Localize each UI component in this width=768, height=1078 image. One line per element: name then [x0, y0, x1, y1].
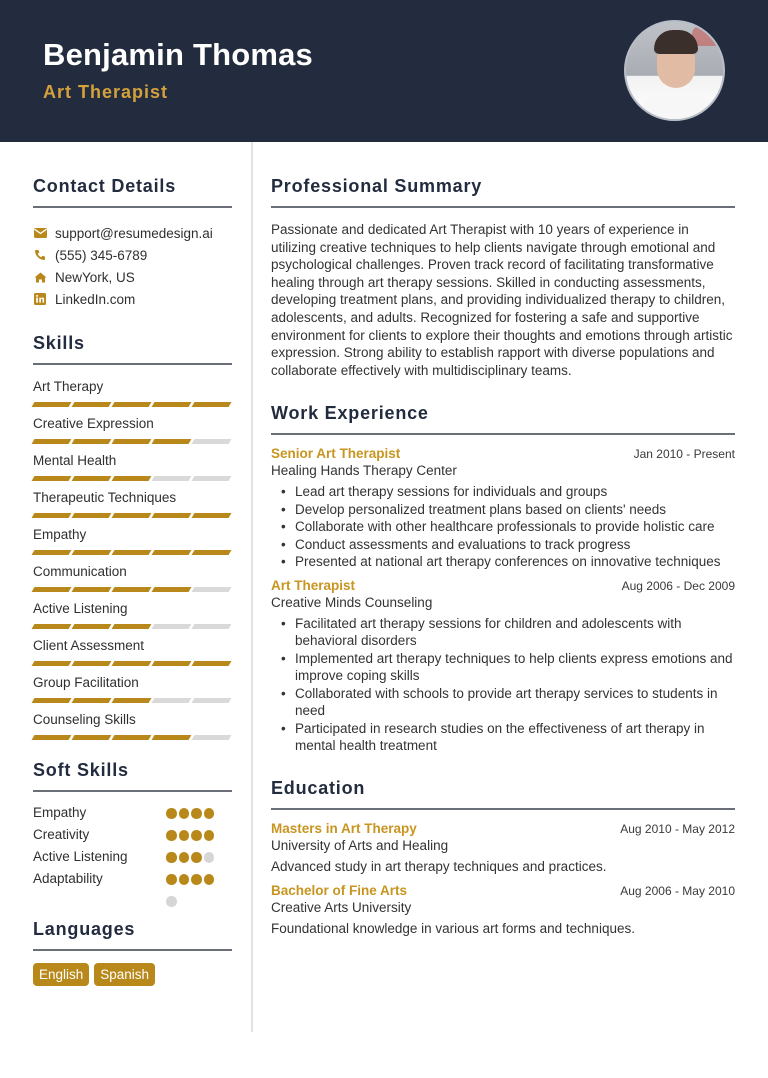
skill-segment-filled [72, 587, 112, 592]
skill-segment-filled [152, 402, 192, 407]
job-organization: Creative Minds Counseling [271, 594, 433, 610]
envelope-icon [33, 226, 47, 240]
education-description: Advanced study in art therapy techniques and practices. [271, 858, 607, 874]
resume-header [0, 0, 768, 142]
rating-dot-filled [204, 808, 215, 819]
skill-segment-filled [112, 624, 152, 629]
skill-level-bar [33, 439, 232, 444]
job-bullet: • Conduct assessments and evaluations to track progress [271, 536, 735, 554]
skill-segment-filled [32, 624, 72, 629]
contact-phone[interactable] [33, 244, 232, 266]
rating-dot-filled [166, 808, 177, 819]
skill-segment-filled [32, 661, 72, 666]
skill-segment-empty [192, 476, 232, 481]
left-column [33, 142, 232, 986]
skill-segment-filled [72, 624, 112, 629]
skill-item [33, 452, 232, 481]
skill-segment-filled [112, 698, 152, 703]
section-title-contact: Contact Details [33, 176, 177, 196]
skill-segment-filled [72, 439, 112, 444]
job-date: Jan 2010 - Present [633, 447, 735, 462]
skill-segment-filled [152, 513, 192, 518]
job-title: Art Therapist [271, 577, 356, 593]
home-icon [33, 270, 47, 284]
skill-segment-empty [192, 587, 232, 592]
skill-level-bar [33, 513, 232, 518]
skill-segment-filled [192, 402, 232, 407]
section-rule [33, 206, 232, 208]
section-title-soft-skills: Soft Skills [33, 760, 129, 780]
contact-phone-text: (555) 345-6789 [55, 247, 148, 263]
skill-segment-empty [192, 735, 232, 740]
job-organization: Healing Hands Therapy Center [271, 463, 457, 479]
job-bullet: • Facilitated art therapy sessions for children and adolescents with behavioral disorders [271, 615, 735, 650]
section-title-education: Education [271, 777, 366, 798]
skill-segment-filled [32, 513, 72, 518]
skill-item [33, 378, 232, 407]
photo-hair [654, 30, 698, 54]
skill-level-bar [33, 402, 232, 407]
skill-segment-filled [72, 698, 112, 703]
job-bullet: • Develop personalized treatment plans based on clients' needs [271, 501, 735, 519]
skill-item [33, 711, 232, 740]
language-badge: English [33, 963, 89, 986]
skill-segment-filled [72, 476, 112, 481]
skill-segment-filled [192, 513, 232, 518]
soft-skill-item [33, 846, 232, 868]
skill-label: Creative Expression [33, 416, 154, 431]
job-bullet: • Collaborate with other healthcare professionals to provide holistic care [271, 518, 735, 536]
section-title-skills: Skills [33, 333, 85, 353]
skill-segment-empty [152, 476, 192, 481]
phone-icon [33, 248, 47, 262]
languages-section [33, 919, 232, 986]
rating-dot-filled [204, 830, 215, 841]
soft-skill-label: Empathy [33, 805, 87, 820]
skill-segment-filled [32, 735, 72, 740]
rating-dot-filled [179, 852, 190, 863]
languages-list [33, 963, 232, 986]
candidate-name: Benjamin Thomas [43, 37, 313, 72]
skill-segment-filled [152, 439, 192, 444]
skill-segment-filled [72, 661, 112, 666]
skill-segment-filled [32, 698, 72, 703]
skill-item [33, 637, 232, 666]
contact-email-text: support@resumedesign.ai [55, 225, 213, 241]
section-rule [33, 949, 232, 951]
education-date: Aug 2010 - May 2012 [620, 821, 735, 836]
section-rule [33, 363, 232, 365]
skill-level-bar [33, 476, 232, 481]
skill-segment-filled [32, 550, 72, 555]
rating-dot-filled [179, 808, 190, 819]
right-column [271, 142, 735, 936]
column-divider [251, 142, 253, 1032]
soft-skill-item [33, 802, 232, 824]
skill-segment-filled [152, 550, 192, 555]
language-badge: Spanish [94, 963, 155, 986]
skill-segment-filled [152, 735, 192, 740]
skill-segment-filled [112, 587, 152, 592]
rating-dot-filled [179, 830, 190, 841]
soft-skill-label: Adaptability [33, 871, 103, 886]
photo-shirt [638, 92, 716, 121]
skill-level-bar [33, 550, 232, 555]
section-title-languages: Languages [33, 919, 136, 939]
contact-location-text: NewYork, US [55, 269, 135, 285]
skill-segment-filled [32, 402, 72, 407]
profile-photo [624, 20, 725, 121]
skill-segment-empty [192, 698, 232, 703]
job-title: Senior Art Therapist [271, 446, 401, 462]
job-bullet: • Presented at national art therapy conferences on innovative techniques [271, 553, 735, 571]
experience-section [271, 403, 735, 755]
job-bullets [271, 615, 735, 755]
summary-text: Passionate and dedicated Art Therapist with 10 years of experience in utilizing creative techniques to help clients navigate through emotional and psychological challenges. Proven track record of facilitating transformative healing through art therapy sessions. Skilled in conducting assessments, developing treatment plans, and providing individualized therapy to children, adolescents, and adults. Recognized for fostering a safe and supportive environment for clients to explore their thoughts and emotions through artistic expression. Strong ability to establish rapport with diverse populations and collaborate effectively with multidisciplinary teams. [271, 222, 733, 378]
section-title-summary: Professional Summary [271, 176, 483, 196]
soft-skill-item [33, 824, 232, 846]
school-name: Creative Arts University [271, 899, 412, 915]
skill-segment-filled [192, 550, 232, 555]
rating-dot-filled [166, 852, 177, 863]
skill-segment-empty [152, 698, 192, 703]
contact-linkedin-text: LinkedIn.com [55, 291, 136, 307]
section-title-experience: Work Experience [271, 403, 429, 424]
skill-segment-filled [72, 402, 112, 407]
linkedin-icon [33, 292, 47, 306]
skill-label: Art Therapy [33, 379, 104, 394]
skill-level-bar [33, 624, 232, 629]
skill-segment-filled [112, 439, 152, 444]
skill-label: Counseling Skills [33, 712, 136, 727]
skill-segment-filled [112, 661, 152, 666]
candidate-role: Art Therapist [43, 82, 169, 102]
summary-section [271, 176, 735, 379]
job-bullet: • Lead art therapy sessions for individuals and groups [271, 483, 735, 501]
skill-label: Empathy [33, 527, 87, 542]
education-section [271, 778, 735, 936]
skill-label: Mental Health [33, 453, 117, 468]
skill-segment-empty [192, 439, 232, 444]
soft-skill-label: Creativity [33, 827, 90, 842]
degree-title: Masters in Art Therapy [271, 820, 417, 836]
skill-segment-filled [72, 735, 112, 740]
job-entry [271, 446, 735, 571]
rating-dot-filled [179, 874, 190, 885]
skill-segment-filled [112, 550, 152, 555]
section-rule [271, 433, 735, 435]
rating-dot-filled [191, 874, 202, 885]
skill-label: Group Facilitation [33, 675, 139, 690]
soft-skill-label: Active Listening [33, 849, 128, 864]
skill-segment-filled [32, 476, 72, 481]
skill-segment-empty [192, 624, 232, 629]
school-name: University of Arts and Healing [271, 837, 449, 853]
contact-list [33, 222, 232, 310]
skill-segment-filled [112, 402, 152, 407]
education-entry [271, 883, 735, 936]
degree-title: Bachelor of Fine Arts [271, 882, 408, 898]
skill-label: Active Listening [33, 601, 128, 616]
rating-dot-filled [191, 852, 202, 863]
skill-item [33, 415, 232, 444]
skill-segment-filled [192, 661, 232, 666]
section-rule [271, 808, 735, 810]
skill-level-bar [33, 735, 232, 740]
skill-item [33, 526, 232, 555]
job-entry [271, 578, 735, 755]
skill-segment-filled [32, 439, 72, 444]
job-bullet: • Implemented art therapy techniques to help clients express emotions and improve coping skills [271, 650, 735, 685]
job-bullet: • Collaborated with schools to provide art therapy services to students in need [271, 685, 735, 720]
skills-list [33, 378, 232, 740]
education-entry [271, 821, 735, 874]
section-rule [33, 790, 232, 792]
skill-item [33, 674, 232, 703]
rating-dot-filled [191, 830, 202, 841]
skill-level-bar [33, 698, 232, 703]
contact-email[interactable] [33, 222, 232, 244]
soft-skill-item [33, 868, 232, 890]
contact-section [33, 176, 232, 310]
soft-skills-list [33, 802, 232, 890]
job-bullet: • Participated in research studies on the effectiveness of art therapy in mental health treatment [271, 720, 735, 755]
skill-label: Communication [33, 564, 127, 579]
skill-segment-filled [32, 587, 72, 592]
skill-segment-filled [152, 661, 192, 666]
skill-item [33, 600, 232, 629]
skill-segment-filled [112, 513, 152, 518]
soft-skills-section [33, 760, 232, 890]
rating-dot-empty [204, 852, 215, 863]
job-bullets [271, 483, 735, 571]
rating-dot-empty [166, 896, 177, 907]
rating-dot-filled [166, 830, 177, 841]
job-date: Aug 2006 - Dec 2009 [621, 578, 735, 593]
skill-segment-empty [152, 624, 192, 629]
skill-label: Client Assessment [33, 638, 145, 653]
education-date: Aug 2006 - May 2010 [620, 883, 735, 898]
rating-dot-filled [204, 874, 215, 885]
skill-level-bar [33, 587, 232, 592]
skill-segment-filled [152, 587, 192, 592]
contact-linkedin[interactable] [33, 288, 232, 310]
skill-segment-filled [112, 735, 152, 740]
skill-item [33, 563, 232, 592]
soft-skill-rating [166, 874, 216, 918]
skill-label: Therapeutic Techniques [33, 490, 177, 505]
rating-dot-filled [166, 874, 177, 885]
skill-item [33, 489, 232, 518]
skill-segment-filled [72, 513, 112, 518]
skill-segment-filled [72, 550, 112, 555]
education-description: Foundational knowledge in various art forms and techniques. [271, 920, 635, 936]
skill-level-bar [33, 661, 232, 666]
rating-dot-filled [191, 808, 202, 819]
contact-location [33, 266, 232, 288]
skills-section [33, 333, 232, 740]
skill-segment-filled [112, 476, 152, 481]
section-rule [271, 206, 735, 208]
